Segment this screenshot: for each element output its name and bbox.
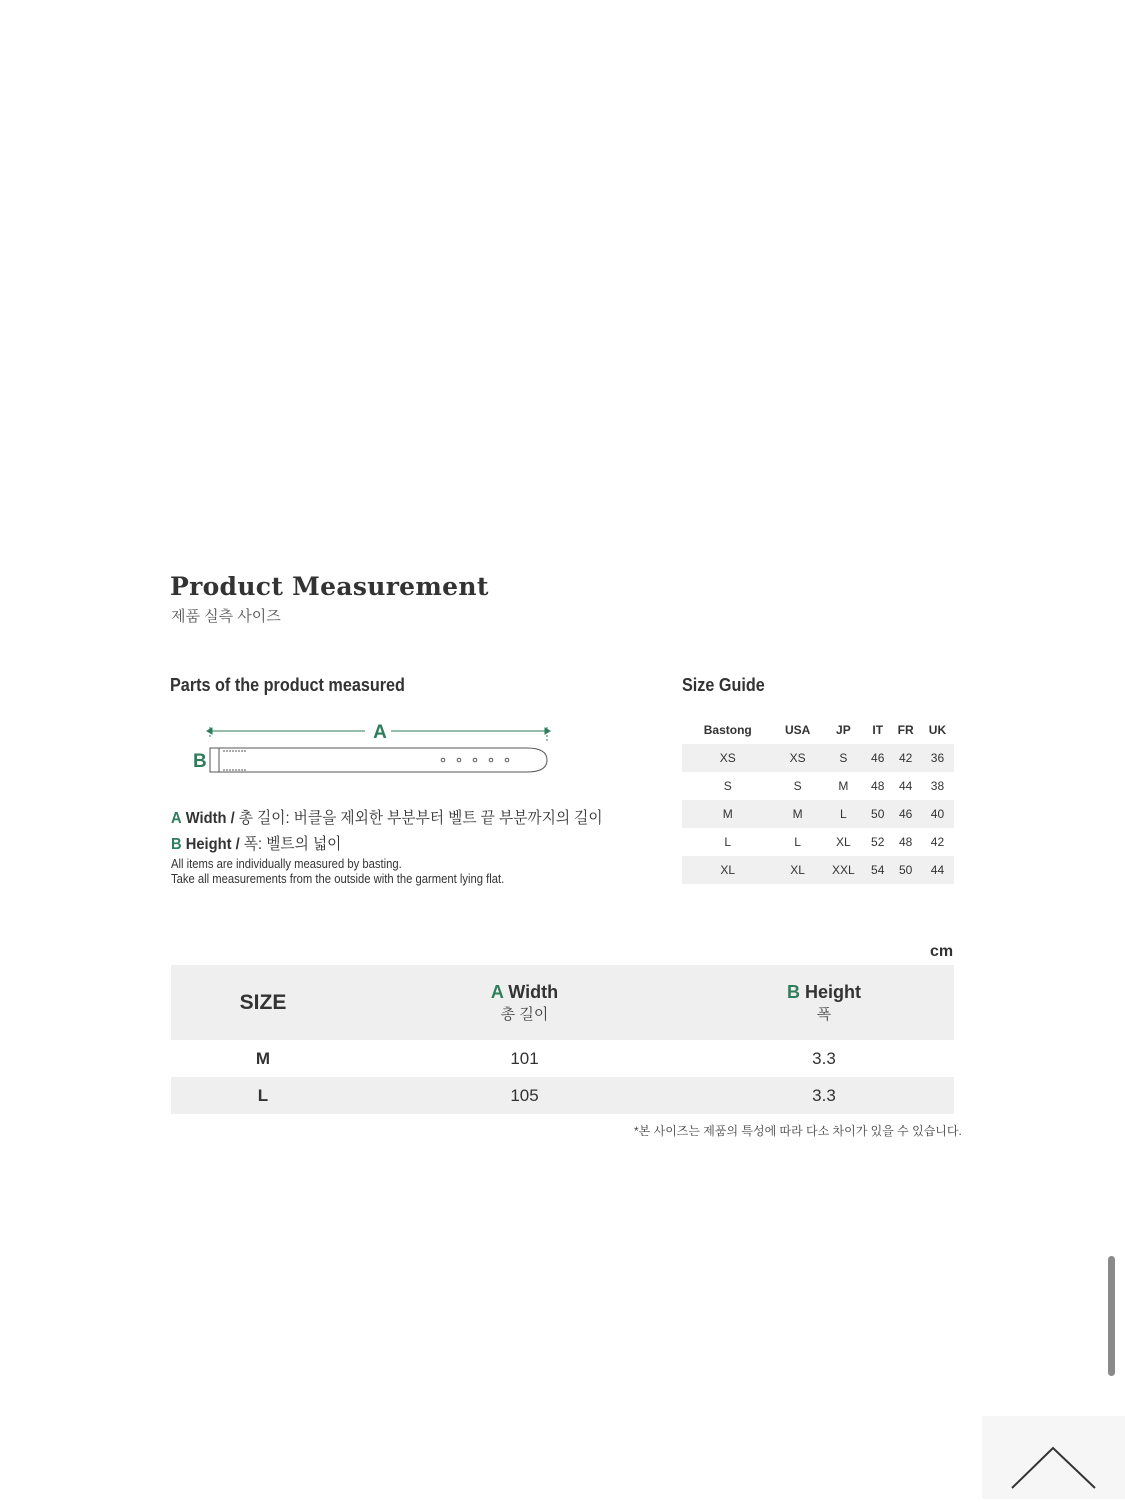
row-width: 105 — [355, 1077, 694, 1114]
measurement-header-row — [171, 965, 954, 1040]
table-row — [682, 744, 954, 772]
table-cell: L — [724, 835, 732, 849]
belt-hole — [457, 758, 461, 762]
table-cell: XL — [682, 856, 773, 884]
size-guide-header: UK — [928, 723, 947, 737]
table-cell: L — [794, 835, 801, 849]
table-cell: 44 — [898, 779, 913, 793]
desc-width — [171, 805, 603, 828]
col-height-title — [694, 982, 954, 1003]
table-cell: 46 — [890, 800, 920, 828]
table-cell: 50 — [865, 800, 890, 828]
col-width-letter: A — [490, 981, 504, 1002]
size-guide-header: IT — [872, 723, 884, 737]
col-width-header — [355, 965, 694, 1040]
desc-a-label: Width / — [185, 810, 235, 827]
table-cell: 48 — [871, 779, 885, 793]
table-cell: M — [838, 779, 849, 793]
table-cell: L — [822, 800, 865, 828]
col-width-label: Width — [508, 981, 559, 1002]
table-cell: XL — [836, 835, 851, 849]
row-width: 101 — [510, 1048, 539, 1068]
belt-hole — [505, 758, 509, 762]
table-cell: XL — [773, 856, 821, 884]
table-cell: XS — [682, 744, 773, 772]
col-height-sub: 폭 — [816, 1005, 832, 1023]
table-cell: XS — [773, 744, 821, 772]
chevron-up-icon — [982, 1416, 1125, 1499]
col-width-sub: 총 길이 — [500, 1005, 549, 1023]
col-height-header — [694, 965, 954, 1040]
note-flat: Take all measurements from the outside with the garment lying flat. — [171, 872, 505, 886]
table-row — [171, 1077, 954, 1114]
size-guide-heading: Size Guide — [682, 675, 765, 695]
page-title: Product Measurement — [170, 572, 489, 601]
belt-strap — [219, 748, 547, 772]
belt-buckle-end — [210, 748, 219, 772]
table-cell: 46 — [865, 744, 890, 772]
col-width-title — [355, 982, 694, 1003]
table-cell: 48 — [898, 835, 913, 849]
desc-b-label: Height / — [185, 836, 240, 853]
desc-b-text: 폭: 벨트의 넓이 — [243, 836, 342, 853]
table-row — [682, 800, 954, 828]
table-cell: 54 — [865, 856, 890, 884]
row-height: 3.3 — [694, 1077, 954, 1114]
table-cell: 36 — [921, 744, 954, 772]
table-cell: S — [793, 779, 802, 793]
col-height-label: Height — [805, 981, 861, 1002]
size-guide-header: FR — [897, 723, 914, 737]
col-height-letter: B — [786, 981, 800, 1002]
table-row — [682, 828, 954, 856]
size-footnote: *본 사이즈는 제품의 특성에 따라 다소 차이가 있을 수 있습니다. — [634, 1124, 962, 1138]
table-cell: 52 — [871, 835, 885, 849]
unit-label: cm — [930, 943, 954, 960]
diagram-label-b: B — [193, 751, 207, 772]
scroll-top-button[interactable] — [982, 1416, 1125, 1499]
belt-diagram-svg — [185, 715, 565, 780]
desc-a-letter: A — [171, 810, 182, 827]
size-guide-header-row — [682, 716, 954, 744]
table-cell: 38 — [930, 779, 945, 793]
table-cell: 44 — [921, 856, 954, 884]
belt-diagram — [185, 715, 565, 780]
belt-hole — [489, 758, 493, 762]
table-cell: 42 — [930, 835, 945, 849]
page-subtitle: 제품 실측 사이즈 — [171, 608, 281, 625]
size-guide-header: Bastong — [703, 723, 752, 737]
col-size-header: SIZE — [171, 965, 355, 1040]
scrollbar-thumb[interactable] — [1108, 1256, 1115, 1376]
table-row — [171, 1040, 954, 1077]
table-cell: S — [723, 779, 732, 793]
row-size: L — [171, 1077, 355, 1114]
measurement-table — [171, 965, 954, 1114]
belt-hole — [441, 758, 445, 762]
desc-height — [171, 831, 341, 854]
note-basting: All items are individually measured by basting. — [171, 857, 402, 871]
diagram-label-a: A — [373, 722, 387, 743]
row-height: 3.3 — [812, 1048, 836, 1068]
table-cell: XXL — [822, 856, 865, 884]
table-row — [682, 772, 954, 800]
desc-b-letter: B — [171, 836, 182, 853]
size-guide-header: JP — [836, 723, 851, 737]
table-cell: 42 — [890, 744, 920, 772]
table-cell: M — [682, 800, 773, 828]
table-cell: M — [773, 800, 821, 828]
table-cell: 40 — [921, 800, 954, 828]
desc-a-text: 총 길이: 버클을 제외한 부분부터 벨트 끝 부분까지의 길이 — [238, 810, 603, 827]
parts-heading: Parts of the product measured — [170, 675, 405, 695]
size-guide-header: USA — [784, 723, 811, 737]
belt-hole — [473, 758, 477, 762]
row-size: M — [255, 1048, 271, 1068]
size-guide-table — [682, 716, 954, 884]
table-row — [682, 856, 954, 884]
table-cell: 50 — [890, 856, 920, 884]
table-cell: S — [822, 744, 865, 772]
